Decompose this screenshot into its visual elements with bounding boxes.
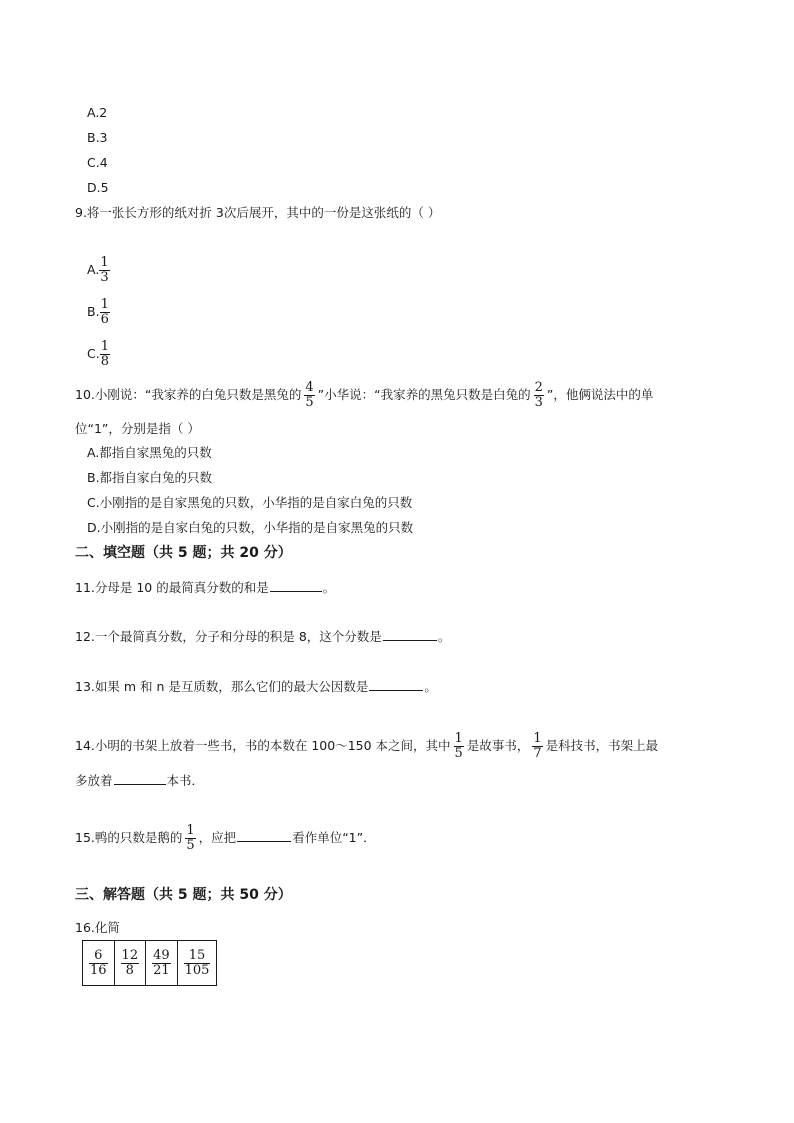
option-label: B. bbox=[87, 304, 100, 319]
q8-option-d: D.5 bbox=[87, 180, 109, 195]
q14-text-2: 是故事书， bbox=[466, 738, 530, 753]
section-heading-fill-blank: 二、填空题（共 5 题；共 20 分） bbox=[75, 545, 292, 561]
denominator: 8 bbox=[100, 354, 109, 369]
q14-line2 bbox=[75, 771, 204, 790]
q10-text-3: ”，他俩说法中的单 bbox=[546, 387, 654, 402]
q11-text: 11.分母是 10 的最简真分数的和是 bbox=[75, 580, 269, 595]
fraction bbox=[121, 949, 140, 978]
q10-text-1: 10.小刚说：“我家养的白兔只数是黑兔的 bbox=[75, 387, 302, 402]
q10-text-2: ”小华说：“我家养的黑兔只数是白兔的 bbox=[317, 387, 531, 402]
q9-option-a bbox=[87, 256, 113, 285]
numerator: 49 bbox=[153, 947, 170, 963]
q12-end: 。 bbox=[437, 629, 451, 644]
q10-option-d: D.小刚指的是自家白兔的只数，小华指的是自家黑兔的只数 bbox=[87, 520, 414, 535]
denominator: 5 bbox=[454, 746, 463, 761]
q16-stem: 16.化简 bbox=[75, 920, 120, 935]
q9-stem: 9.将一张长方形的纸对折 3次后展开，其中的一份是这张纸的（ ） bbox=[75, 205, 441, 220]
fraction bbox=[454, 732, 464, 761]
q13-end: 。 bbox=[424, 679, 437, 694]
fraction bbox=[184, 949, 211, 978]
q15-text-2: ，应把 bbox=[198, 830, 237, 845]
fraction bbox=[304, 381, 314, 410]
q11 bbox=[75, 578, 335, 597]
q14-text-5: 本书． bbox=[166, 773, 205, 788]
denominator: 105 bbox=[184, 962, 210, 978]
q10-option-b: B.都指自家白兔的只数 bbox=[87, 470, 213, 485]
table-cell bbox=[83, 941, 115, 986]
q8-option-c: C.4 bbox=[87, 155, 108, 170]
denominator: 6 bbox=[100, 312, 109, 327]
q10-stem-line1 bbox=[75, 381, 653, 410]
q10-stem-line2: 位“1”，分别是指（ ） bbox=[75, 421, 200, 436]
q14-text-3: 是科技书，书架上最 bbox=[545, 738, 659, 753]
denominator: 5 bbox=[186, 838, 195, 853]
answer-blank[interactable] bbox=[114, 771, 166, 785]
numerator: 1 bbox=[100, 339, 109, 354]
denominator: 7 bbox=[533, 746, 542, 761]
q11-end: 。 bbox=[322, 580, 336, 595]
fraction bbox=[532, 732, 542, 761]
numerator: 1 bbox=[100, 297, 109, 312]
answer-blank[interactable] bbox=[270, 578, 322, 592]
fraction bbox=[185, 824, 195, 853]
fraction bbox=[100, 298, 110, 327]
answer-blank[interactable] bbox=[237, 828, 291, 842]
q14-text-1: 14.小明的书架上放着一些书，书的本数在 100～150 本之间，其中 bbox=[75, 738, 451, 753]
denominator: 3 bbox=[100, 270, 109, 285]
table-cell bbox=[114, 941, 146, 986]
q9-option-b bbox=[87, 298, 113, 327]
q13 bbox=[75, 677, 437, 696]
numerator: 1 bbox=[454, 731, 463, 746]
option-label: A. bbox=[87, 262, 100, 277]
numerator: 2 bbox=[534, 380, 543, 395]
numerator: 15 bbox=[188, 947, 206, 963]
q15 bbox=[75, 824, 376, 853]
denominator: 5 bbox=[305, 395, 314, 410]
table-cell bbox=[177, 941, 217, 986]
table-cell bbox=[146, 941, 178, 986]
q8-option-b: B.3 bbox=[87, 130, 108, 145]
q12 bbox=[75, 627, 450, 646]
q16-fraction-table bbox=[82, 940, 217, 986]
option-label: C. bbox=[87, 346, 100, 361]
fraction bbox=[89, 949, 108, 978]
denominator: 8 bbox=[121, 963, 140, 978]
q8-option-a: A.2 bbox=[87, 105, 108, 120]
numerator: 4 bbox=[305, 380, 314, 395]
denominator: 3 bbox=[534, 395, 543, 410]
numerator: 1 bbox=[186, 823, 195, 838]
numerator: 12 bbox=[121, 947, 139, 963]
section-heading-solve: 三、解答题（共 5 题；共 50 分） bbox=[75, 887, 292, 903]
denominator: 16 bbox=[90, 962, 107, 978]
fraction bbox=[100, 340, 110, 369]
denominator: 21 bbox=[153, 962, 170, 978]
q14-line1 bbox=[75, 732, 658, 761]
q9-option-c bbox=[87, 340, 113, 369]
q10-option-c: C.小刚指的是自家黑兔的只数，小华指的是自家白兔的只数 bbox=[87, 495, 413, 510]
q12-text: 12.一个最简真分数，分子和分母的积是 8，这个分数是 bbox=[75, 629, 382, 644]
q15-text-1: 15.鸭的只数是鹅的 bbox=[75, 830, 183, 845]
q15-text-3: 看作单位“1”． bbox=[292, 830, 376, 845]
fraction bbox=[99, 256, 109, 285]
q10-option-a: A.都指自家黑兔的只数 bbox=[87, 445, 212, 460]
answer-blank[interactable] bbox=[369, 677, 423, 691]
fraction bbox=[152, 949, 171, 978]
answer-blank[interactable] bbox=[383, 627, 437, 641]
numerator: 6 bbox=[94, 947, 103, 963]
numerator: 1 bbox=[533, 731, 542, 746]
fraction bbox=[534, 381, 544, 410]
q14-text-4: 多放着 bbox=[75, 773, 113, 788]
table-row bbox=[83, 941, 217, 986]
numerator: 1 bbox=[100, 255, 109, 270]
q13-text: 13.如果 m 和 n 是互质数，那么它们的最大公因数是 bbox=[75, 679, 369, 694]
